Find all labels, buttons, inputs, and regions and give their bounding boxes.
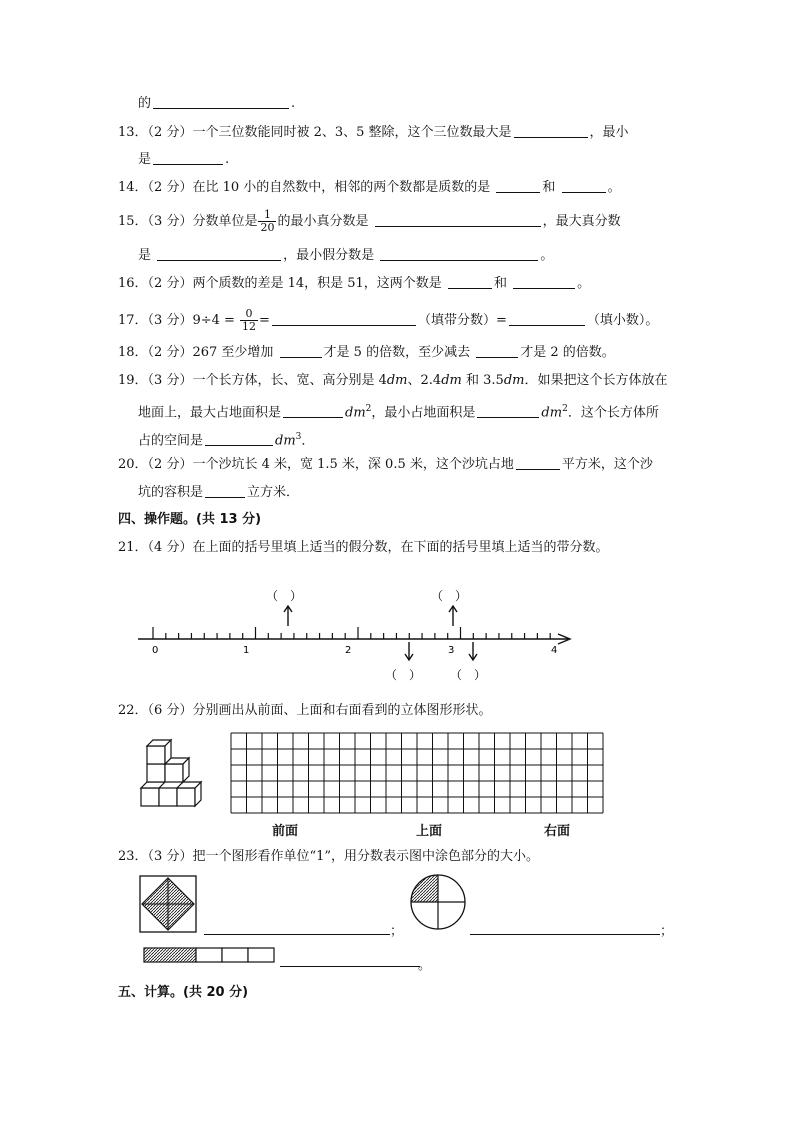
- question-19-cont2: 占的空间是 $dm^3$．: [138, 432, 315, 449]
- answer-blank[interactable]: [477, 403, 539, 418]
- answer-blank[interactable]: [205, 431, 273, 446]
- answer-blank[interactable]: [205, 483, 245, 498]
- tick-label: 4: [551, 645, 558, 656]
- answer-paren: （ ）: [266, 589, 303, 603]
- answer-blank[interactable]: [562, 178, 606, 193]
- bar-figure: [142, 946, 276, 966]
- arrow-down-icon: [469, 642, 477, 660]
- answer-blank[interactable]: [153, 150, 223, 165]
- answer-blank[interactable]: [514, 123, 588, 138]
- question-13-cont: 是 .: [138, 152, 230, 167]
- view-label-right: 右面: [544, 824, 571, 839]
- view-label-front: 前面: [272, 824, 299, 839]
- answer-blank[interactable]: [204, 920, 390, 935]
- stacked-cubes-figure: [138, 736, 214, 810]
- question-13: 13．（2 分）一个三位数能同时被 2、3、5 整除，这个三位数最大是 ，最小: [118, 125, 629, 140]
- answer-blank[interactable]: [513, 274, 575, 289]
- answer-blank[interactable]: [280, 343, 322, 358]
- answer-blank[interactable]: [280, 952, 420, 967]
- question-19: 19．（3 分）一个长方体，长、宽、高分别是 4dm、2.4dm 和 3.5dm．如果把这个长方体放在: [118, 373, 668, 388]
- answer-blank[interactable]: [153, 94, 289, 109]
- question-15: 15．（3 分）分数单位是 $\frac{1}{20}$ 的最小真分数是 ，最大真分数: [118, 208, 621, 234]
- tick-label: 0: [152, 645, 159, 656]
- arrow-up-icon: [449, 606, 457, 626]
- fraction: $\frac{1}{20}$: [260, 208, 275, 234]
- section-heading: 四、操作题。(共 13 分): [118, 512, 262, 527]
- tick-label: 3: [448, 645, 455, 656]
- answer-blank[interactable]: [496, 178, 540, 193]
- drawing-grid[interactable]: [229, 731, 605, 815]
- answer-paren: （ ）: [431, 589, 468, 603]
- answer-blank[interactable]: [509, 311, 585, 326]
- arrow-up-icon: [284, 606, 292, 626]
- answer-paren: （ ）: [385, 668, 422, 682]
- view-label-top: 上面: [416, 824, 443, 839]
- tick-label: 1: [243, 645, 250, 656]
- tick-label: 2: [345, 645, 352, 656]
- question-15-cont: 是 ，最小假分数是 。: [138, 248, 554, 263]
- answer-blank[interactable]: [272, 311, 416, 326]
- question-18: 18．（2 分）267 至少增加 才是 5 的倍数，至少减去 才是 2 的倍数。: [118, 345, 615, 360]
- question-16: 16．（2 分）两个质数的差是 14，积是 51，这两个数是 和 。: [118, 276, 591, 291]
- fraction: $\frac{0}{12}$: [242, 307, 257, 333]
- question-23: 23．（3 分）把一个图形看作单位“1”，用分数表示图中涂色部分的大小。: [118, 849, 540, 864]
- diamond-square-figure: [138, 874, 198, 934]
- number-line: [130, 582, 580, 687]
- answer-blank[interactable]: [375, 212, 541, 227]
- question-19-cont: 地面上，最大占地面积是 $dm^2$，最小占地面积是 $dm^2$．这个长方体所: [138, 404, 659, 421]
- question-20-cont: 坑的容积是 立方米．: [138, 485, 300, 500]
- answer-paren: （ ）: [450, 668, 487, 682]
- answer-blank[interactable]: [476, 343, 518, 358]
- answer-blank[interactable]: [516, 455, 560, 470]
- question-14: 14．（2 分）在比 10 小的自然数中，相邻的两个数都是质数的是 和 。: [118, 180, 621, 195]
- question-17: 17．（3 分）9÷4 = $\frac{0}{12}$ = （填带分数）= （填小数）。: [118, 307, 659, 333]
- question-21: 21．（4 分）在上面的括号里填上适当的假分数，在下面的括号里填上适当的带分数。: [118, 540, 609, 555]
- arrow-down-icon: [405, 642, 413, 660]
- answer-blank[interactable]: [157, 246, 281, 261]
- question-20: 20．（2 分）一个沙坑长 4 米，宽 1.5 米，深 0.5 米，这个沙坑占地 平方米，这个沙: [118, 457, 653, 472]
- answer-blank[interactable]: [470, 920, 660, 935]
- question-22: 22．（6 分）分别画出从前面、上面和右面看到的立体图形形状。: [118, 703, 492, 718]
- answer-blank[interactable]: [448, 274, 492, 289]
- circle-figure: [408, 872, 468, 932]
- answer-blank[interactable]: [380, 246, 538, 261]
- section-heading: 五、计算。(共 20 分): [118, 985, 249, 1000]
- q12-tail: 的 .: [138, 96, 296, 111]
- answer-blank[interactable]: [283, 403, 343, 418]
